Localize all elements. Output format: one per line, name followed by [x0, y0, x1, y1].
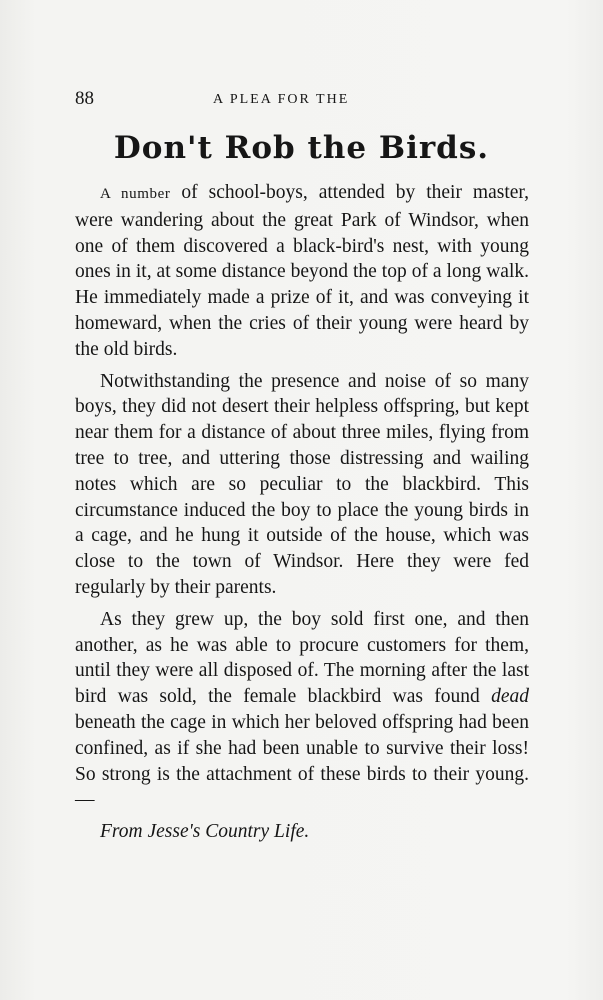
paragraph-lead: A number: [100, 186, 171, 202]
page-header: [75, 88, 530, 112]
source-citation: From Jesse's Country Life.: [100, 821, 310, 843]
article-title: Don't Rob the Birds.: [113, 130, 490, 166]
paragraph-2: [75, 369, 529, 601]
emphasized-word: dead: [491, 686, 529, 708]
paragraph-text: As they grew up, the boy sold first one, and then another, as he was able to procure customers for them, until they were all disposed of. The morning after the last bird was sold, the female blackbird was found: [75, 608, 529, 708]
paragraph-text: of school-boys, attended by their master, were wandering about the great Park of Windsor, when one of them discovered a black-bird's nest, with young ones in it, at some distance beyond the top of a long walk. He immediately made a prize of it, and was conveying it homeward, when the cries of their young were heard by the old birds.: [75, 182, 529, 360]
running-head: A PLEA FOR THE: [213, 92, 350, 107]
paragraph-1: [75, 180, 529, 363]
paragraph-text: beneath the cage in which her beloved offspring had been confined, as if she had been unable to survive their loss! So strong is the attachment of these birds to their young.—: [75, 711, 529, 811]
page-number: 88: [75, 88, 94, 109]
paragraph-3: [75, 607, 529, 813]
paragraph-text: Notwithstanding the presence and noise of so many boys, they did not desert their helpless offspring, but kept near them for a distance of about three miles, flying from tree to tree, and uttering those distressing and wailing notes which are so peculiar to the blackbird. This circumstance induced the boy to place the young birds in a cage, and he hung it outside of the house, which was close to the town of Windsor. Here they were fed regularly by their parents.: [75, 370, 529, 598]
article-body: [75, 180, 529, 851]
